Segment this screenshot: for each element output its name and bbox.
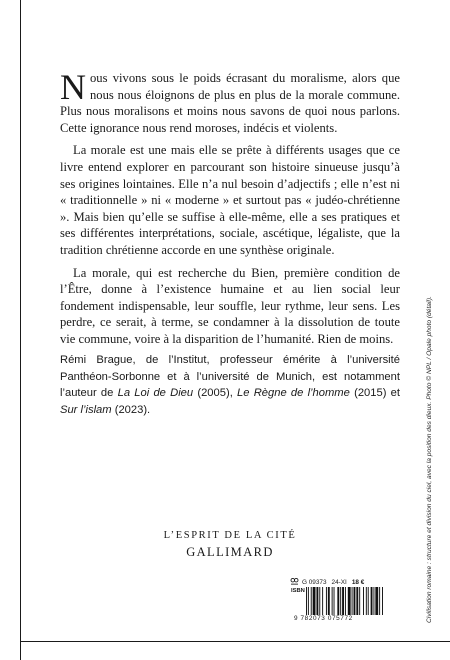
- barcode-bar: [348, 587, 351, 615]
- barcode-bar: [356, 587, 358, 615]
- image-credit: Civilisation romaine : structure et division du ciel, avec la position des dieux. Photo © NPL / Opale photo (détail).: [426, 296, 433, 623]
- barcode-bar: [332, 587, 333, 615]
- catalog-row: [290, 578, 412, 587]
- author-bio: Rémi Brague, de l’Institut, professeur émérite à l’université Panthéon-Sorbonne et à l’université de Munich, est notamment l’auteur de La Loi de Dieu (2005), Le Règne de l’homme (2015) et Sur l’islam (2023).: [60, 354, 400, 416]
- blurb-paragraph-2: La morale est une mais elle se prête à différents usages que ce livre entend explorer en parcourant son histoire sinueuse jusqu’à ses origines lointaines. Elle n’a nul besoin d’adjectifs ; elle n’est ni « traditionnelle » ni « moderne » et surtout pas « judéo-chrétienne ». Mais bien qu’elle se suffise à elle-même, elle a ses pratiques et ses différentes interprétations, sociale, ascétique, légaliste, que la tradition chrétienne accorde en une synthèse originale.: [60, 143, 400, 257]
- barcode-bar: [311, 587, 312, 615]
- blurb-text: [60, 67, 400, 354]
- barcode-bar: [352, 587, 353, 615]
- blurb-paragraph-3: La morale, qui est recherche du Bien, première condition de l’Être, donne à l’existence humaine et au lien social leur fondement indispensable, leur souffle, leur rythme, leur sens. Les perdre, ce serait, à terme, se condamner à la dissolution de toute vie commune, voire à la disparition de l’humanité. Rien de moins.: [60, 265, 400, 346]
- barcode-bar: [368, 587, 369, 615]
- barcode-bar: [379, 587, 380, 615]
- barcode-bar: [340, 587, 341, 615]
- edition-code: 24-XI: [331, 579, 347, 586]
- barcode-bar: [316, 587, 318, 615]
- barcode-bar: [354, 587, 356, 615]
- barcode-bar: [334, 587, 335, 615]
- barcode-bar: [337, 587, 339, 615]
- barcode-bar: [308, 587, 309, 615]
- blurb-paragraph-1: Nous vivons sous le poids écrasant du moralisme, alors que nous nous éloignons de plus en plus de la morale commune. Plus nous moralisons et moins nous savons de quoi nous parlons. Cette ignorance nous rend moroses, indécis et violents.: [60, 67, 400, 135]
- catalog-code: G 09373: [302, 579, 327, 586]
- publisher-logo-icon: [290, 578, 299, 585]
- barcode-bar: [373, 587, 374, 615]
- barcode-bar: [375, 587, 378, 615]
- book-title-2: Le Règne de l’homme: [237, 387, 350, 400]
- barcode-bar: [342, 587, 344, 615]
- barcode-bar: [359, 587, 360, 615]
- barcode-bar: [319, 587, 320, 615]
- drop-cap: N: [60, 67, 86, 107]
- barcode-bar: [382, 587, 383, 615]
- barcode-bar: [366, 587, 367, 615]
- isbn-digits: 9 782073 075772: [294, 615, 353, 622]
- barcode-bar: [326, 587, 327, 615]
- isbn-label: ISBN: [291, 588, 305, 594]
- price: 18 €: [351, 579, 365, 586]
- barcode-block: [290, 578, 412, 648]
- barcode-bar: [322, 587, 323, 615]
- book-title-1: La Loi de Dieu: [117, 387, 194, 400]
- barcode-bar: [345, 587, 346, 615]
- book-title-3: Sur l’islam: [60, 403, 112, 416]
- barcode-bar: [371, 587, 373, 615]
- collection-name: L’ESPRIT DE LA CITÉ: [163, 530, 297, 541]
- barcode-bar: [363, 587, 364, 615]
- barcode-bar: [306, 587, 307, 615]
- publisher-name: GALLIMARD: [186, 545, 274, 559]
- barcode-bar: [313, 587, 316, 615]
- barcode-bars: [306, 587, 412, 615]
- barcode-bar: [328, 587, 330, 615]
